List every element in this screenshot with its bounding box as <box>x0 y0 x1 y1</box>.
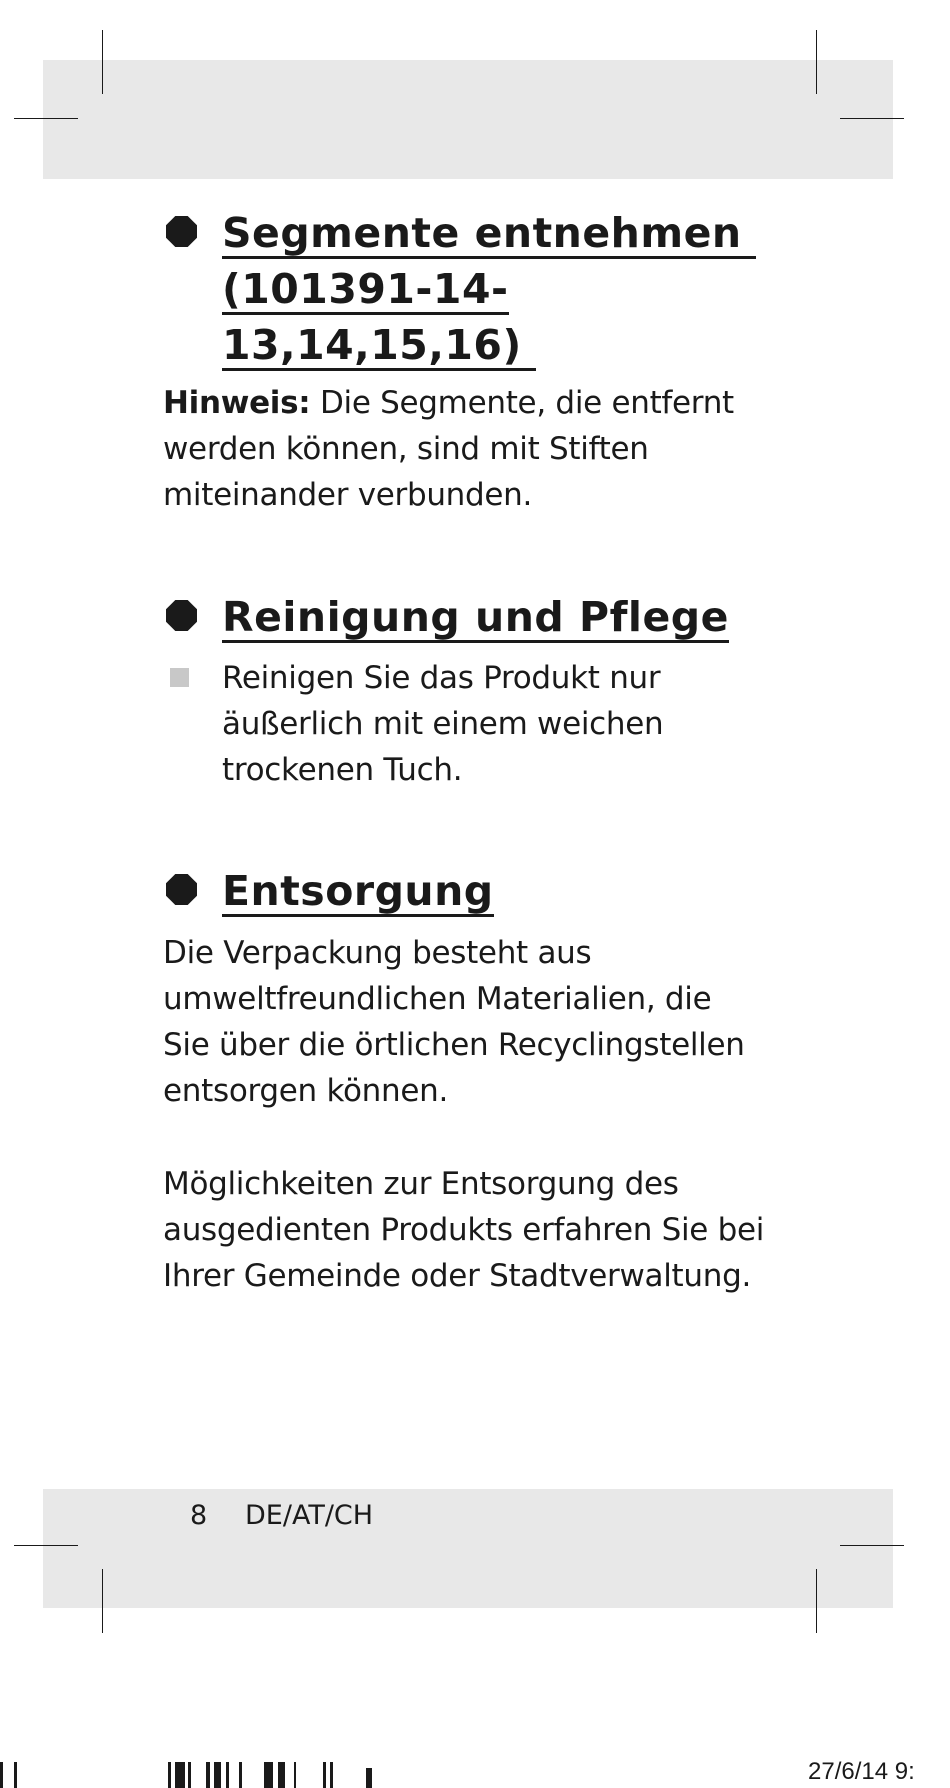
footer-band <box>43 1489 893 1608</box>
item-line: trockenen Tuch. <box>222 752 463 788</box>
note-line: miteinander verbunden. <box>163 477 533 513</box>
crop-mark <box>840 118 904 119</box>
page-number: 8 <box>190 1500 208 1531</box>
octagon-bullet-icon <box>166 600 197 631</box>
reinigung-item <box>222 655 782 793</box>
title-line: Reinigung und Pflege <box>222 593 729 641</box>
title-line: Segmente entnehmen <box>222 209 757 257</box>
header-band <box>43 60 893 179</box>
item-line: Reinigen Sie das Produkt nur <box>222 660 661 696</box>
entsorgung-paragraph-2 <box>163 1161 783 1299</box>
item-line: äußerlich mit einem weichen <box>222 706 664 742</box>
entsorgung-paragraph-1 <box>163 930 783 1114</box>
title-line: (101391-14- <box>222 265 509 313</box>
title-line: Entsorgung <box>222 867 494 915</box>
paragraph-line: umweltfreundlichen Materialien, die <box>163 981 712 1017</box>
crop-mark <box>102 1569 103 1633</box>
crop-mark <box>14 118 78 119</box>
crop-mark <box>102 30 103 94</box>
note-line: Die Segmente, die entfernt <box>310 385 734 421</box>
note-label: Hinweis: <box>163 385 311 421</box>
paragraph-line: Sie über die örtlichen Recyclingstellen <box>163 1027 745 1063</box>
paragraph-line: Die Verpackung besteht aus <box>163 935 592 971</box>
paragraph-line: Ihrer Gemeinde oder Stadtverwaltung. <box>163 1258 752 1294</box>
title-line: 13,14,15,16) <box>222 321 537 369</box>
print-timestamp: 27/6/14 9: <box>808 1758 915 1785</box>
octagon-bullet-icon <box>166 216 197 247</box>
square-bullet-icon <box>170 668 189 687</box>
crop-mark <box>816 30 817 94</box>
crop-mark <box>840 1545 904 1546</box>
section-title-entsorgung <box>222 863 494 919</box>
paragraph-line: ausgedienten Produkts erfahren Sie bei <box>163 1212 765 1248</box>
paragraph-line: Möglichkeiten zur Entsorgung des <box>163 1166 679 1202</box>
octagon-bullet-icon <box>166 874 197 905</box>
crop-mark <box>816 1569 817 1633</box>
section-title-segmente <box>222 205 756 373</box>
barcode-graphic <box>0 1762 400 1788</box>
section-title-reinigung <box>222 589 729 645</box>
crop-mark <box>14 1545 78 1546</box>
region-label: DE/AT/CH <box>245 1500 374 1531</box>
note-line: werden können, sind mit Stiften <box>163 431 649 467</box>
hinweis-note <box>163 380 783 518</box>
paragraph-line: entsorgen können. <box>163 1073 449 1109</box>
